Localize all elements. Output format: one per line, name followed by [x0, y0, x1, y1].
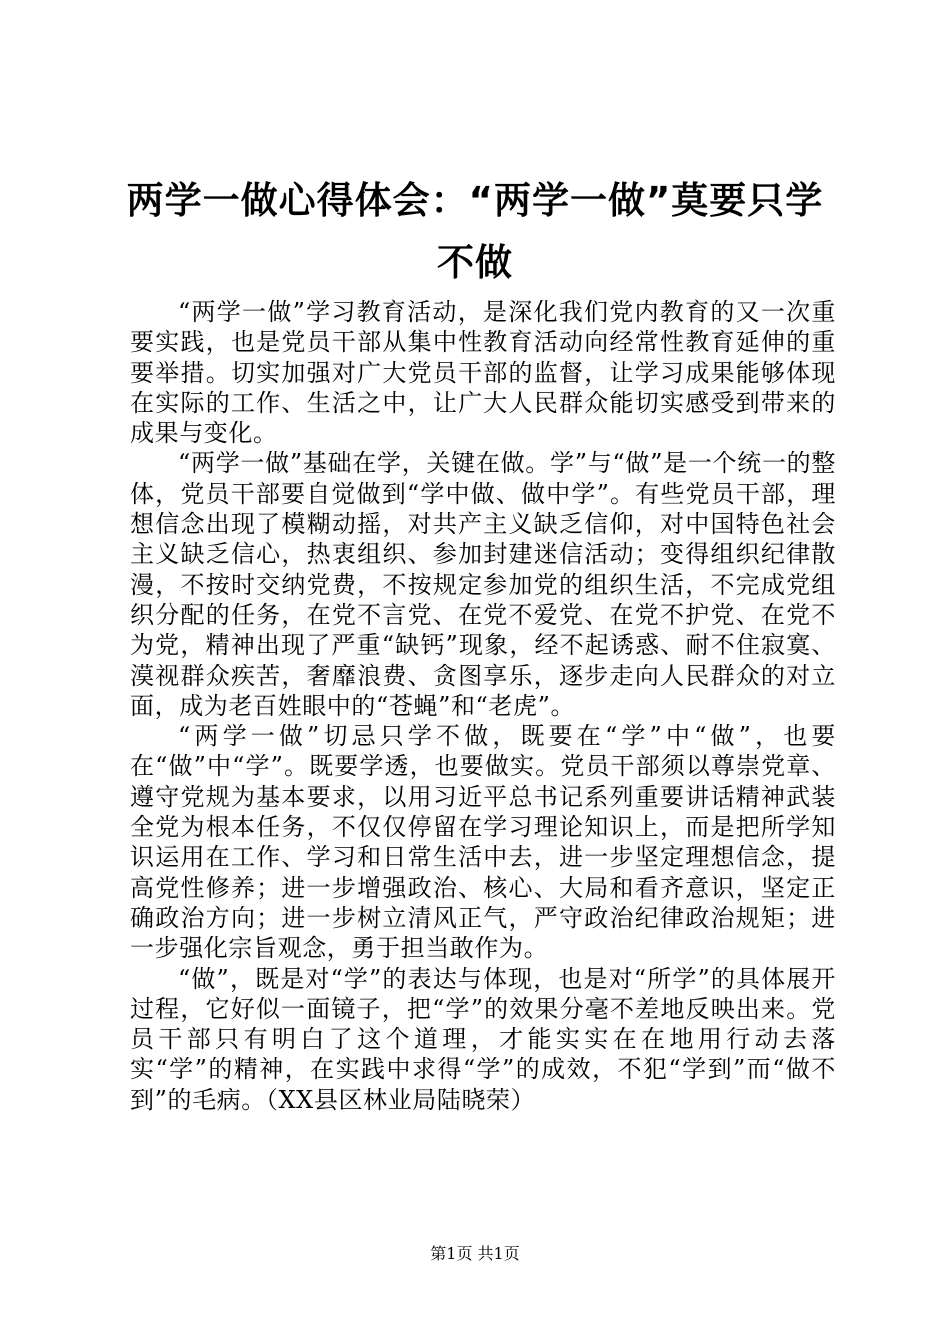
document-title: 两学一做心得体会：“两学一做”莫要只学不做 — [126, 179, 824, 284]
paragraph-4: “做”，既是对“学”的表达与体现，也是对“所学”的具体展开过程，它好似一面镜子，把“学”的效果分毫不差地反映出来。党员干部只有明白了这个道理，才能实实在在地用行动去落实“学”的精神，在实践中求得“学”的成效，不犯“学到”而“做不到”的毛病。（XX县区林业局陆晓荣） — [130, 964, 836, 1114]
paragraph-2: “两学一做”基础在学，关键在做。学”与“做”是一个统一的整体，党员干部要自觉做到“学中做、做中学”。有些党员干部，理想信念出现了模糊动摇，对共产主义缺乏信仰，对中国特色社会主义缺乏信心，热衷组织、参加封建迷信活动；变得组织纪律散漫，不按时交纳党费，不按规定参加党的组织生活，不完成党组织分配的任务，在党不言党、在党不爱党、在党不护党、在党不为党，精神出现了严重“缺钙”现象，经不起诱惑、耐不住寂寞、漠视群众疾苦，奢靡浪费、贪图享乐，逐步走向人民群众的对立面，成为老百姓眼中的“苍蝇”和“老虎”。 — [130, 449, 836, 720]
paragraph-3: “两学一做”切忌只学不做，既要在“学”中“做”，也要在“做”中“学”。既要学透，也要做实。党员干部须以尊崇党章、遵守党规为基本要求，以用习近平总书记系列重要讲话精神武装全党为根本任务，不仅仅停留在学习理论知识上，而是把所学知识运用在工作、学习和日常生活中去，进一步坚定理想信念，提高党性修养；进一步增强政治、核心、大局和看齐意识，坚定正确政治方向；进一步树立清风正气，严守政治纪律政治规矩；进一步强化宗旨观念，勇于担当敢作为。 — [130, 722, 836, 963]
document-body — [130, 297, 836, 1115]
page-footer: 第1页 共1页 — [430, 1244, 520, 1263]
paragraph-1: “两学一做”学习教育活动，是深化我们党内教育的又一次重要实践，也是党员干部从集中性教育活动向经常性教育延伸的重要举措。切实加强对广大党员干部的监督，让学习成果能够体现在实际的工作、生活之中，让广大人民群众能切实感受到带来的成果与变化。 — [130, 298, 836, 448]
